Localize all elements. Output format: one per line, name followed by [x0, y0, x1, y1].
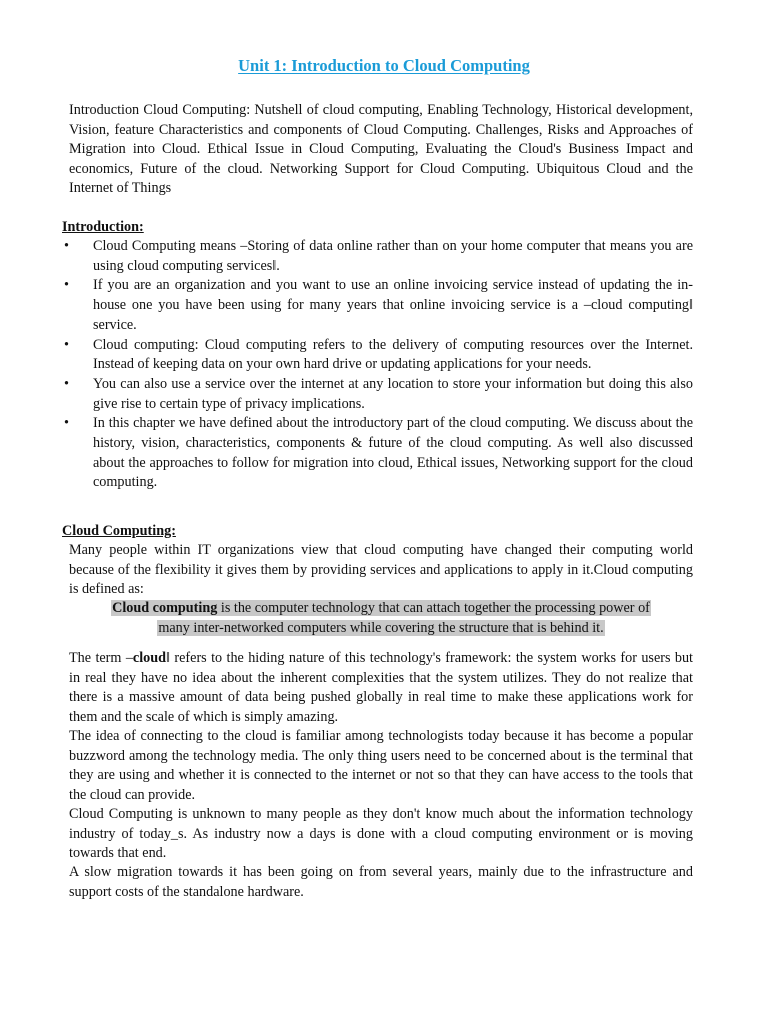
bullet-item: • You can also use a service over the internet at any location to store your information but doing this also give rise to certain type of privacy implications.	[62, 375, 693, 414]
unknown-paragraph: Cloud Computing is unknown to many people as they don't know much about the information technology industry of today_s. As industry now a days is done with a cloud computing environment or is moving towards that end.	[69, 806, 693, 861]
introduction-heading: Introduction:	[62, 219, 144, 235]
definition-line-1	[111, 600, 651, 616]
cloud-term-start: The term –	[69, 650, 133, 666]
page-title: Unit 1: Introduction to Cloud Computing	[238, 56, 530, 75]
cloud-term-rest: ‖ refers to the hiding nature of this technology's framework: the system works for users but in real they have no idea about the inherent complexities that the system utilizes. They do not realize that there is a massive amount of data being pushed globally in real time to make these applications work for them and the scale of which is simply amazing.	[69, 650, 693, 725]
cloud-term-paragraph	[69, 649, 693, 727]
bullet-item: • Cloud computing: Cloud computing refers to the delivery of computing resources over the Internet. Instead of keeping data on your own hard drive or updating applications for your needs.	[62, 336, 693, 375]
syllabus-paragraph: Introduction Cloud Computing: Nutshell of cloud computing, Enabling Technology, Historical development, Vision, feature Characteristics and components of Cloud Computing. Challenges, Risks and Approaches of Migration into Cloud. Ethical Issue in Cloud Computing, Evaluating the Cloud's Business Impact and economics, Future of the cloud. Networking Support for Cloud Computing. Ubiquitous Cloud and the Internet of Things	[69, 102, 693, 196]
bullet-item: • If you are an organization and you want to use an online invoicing service instead of updating the in-house one you have been using for many years that online invoicing service is a –cloud computing‖ service.	[62, 276, 693, 335]
definition-line-2: many inter-networked computers while covering the structure that is behind it.	[158, 619, 604, 636]
definition-term: Cloud computing	[112, 600, 218, 616]
bullet-item: • In this chapter we have defined about the introductory part of the cloud computing. We discuss about the history, vision, characteristics, components & future of the cloud computing. As well also discussed about the approaches to follow for migration into cloud, Ethical issues, Networking support for the cloud computing.	[62, 414, 693, 493]
migration-paragraph: A slow migration towards it has been going on from several years, mainly due to the infrastructure and support costs of the standalone hardware.	[69, 864, 693, 900]
definition-text-1: is the computer technology that can attach together the processing power of	[217, 600, 650, 616]
cloud-computing-intro: Many people within IT organizations view that cloud computing have changed their computing world because of the flexibility it gives them by providing services and applications to apply in it.Cloud computing is defined as:	[69, 542, 693, 597]
introduction-bullet-list	[62, 237, 693, 493]
connecting-paragraph: The idea of connecting to the cloud is familiar among technologists today because it has become a popular buzzword among the technology media. The only thing users need to be concerned about is the terminal that they are using and whether it is connected to the internet or not so that they can have access to the tools that the cloud can provide.	[69, 728, 693, 803]
definition-highlight	[76, 599, 686, 638]
bullet-item: • Cloud Computing means –Storing of data online rather than on your home computer that means you are using cloud computing services‖.	[62, 237, 693, 276]
cloud-computing-heading: Cloud Computing:	[62, 523, 176, 539]
cloud-term-bold: cloud	[132, 650, 167, 666]
